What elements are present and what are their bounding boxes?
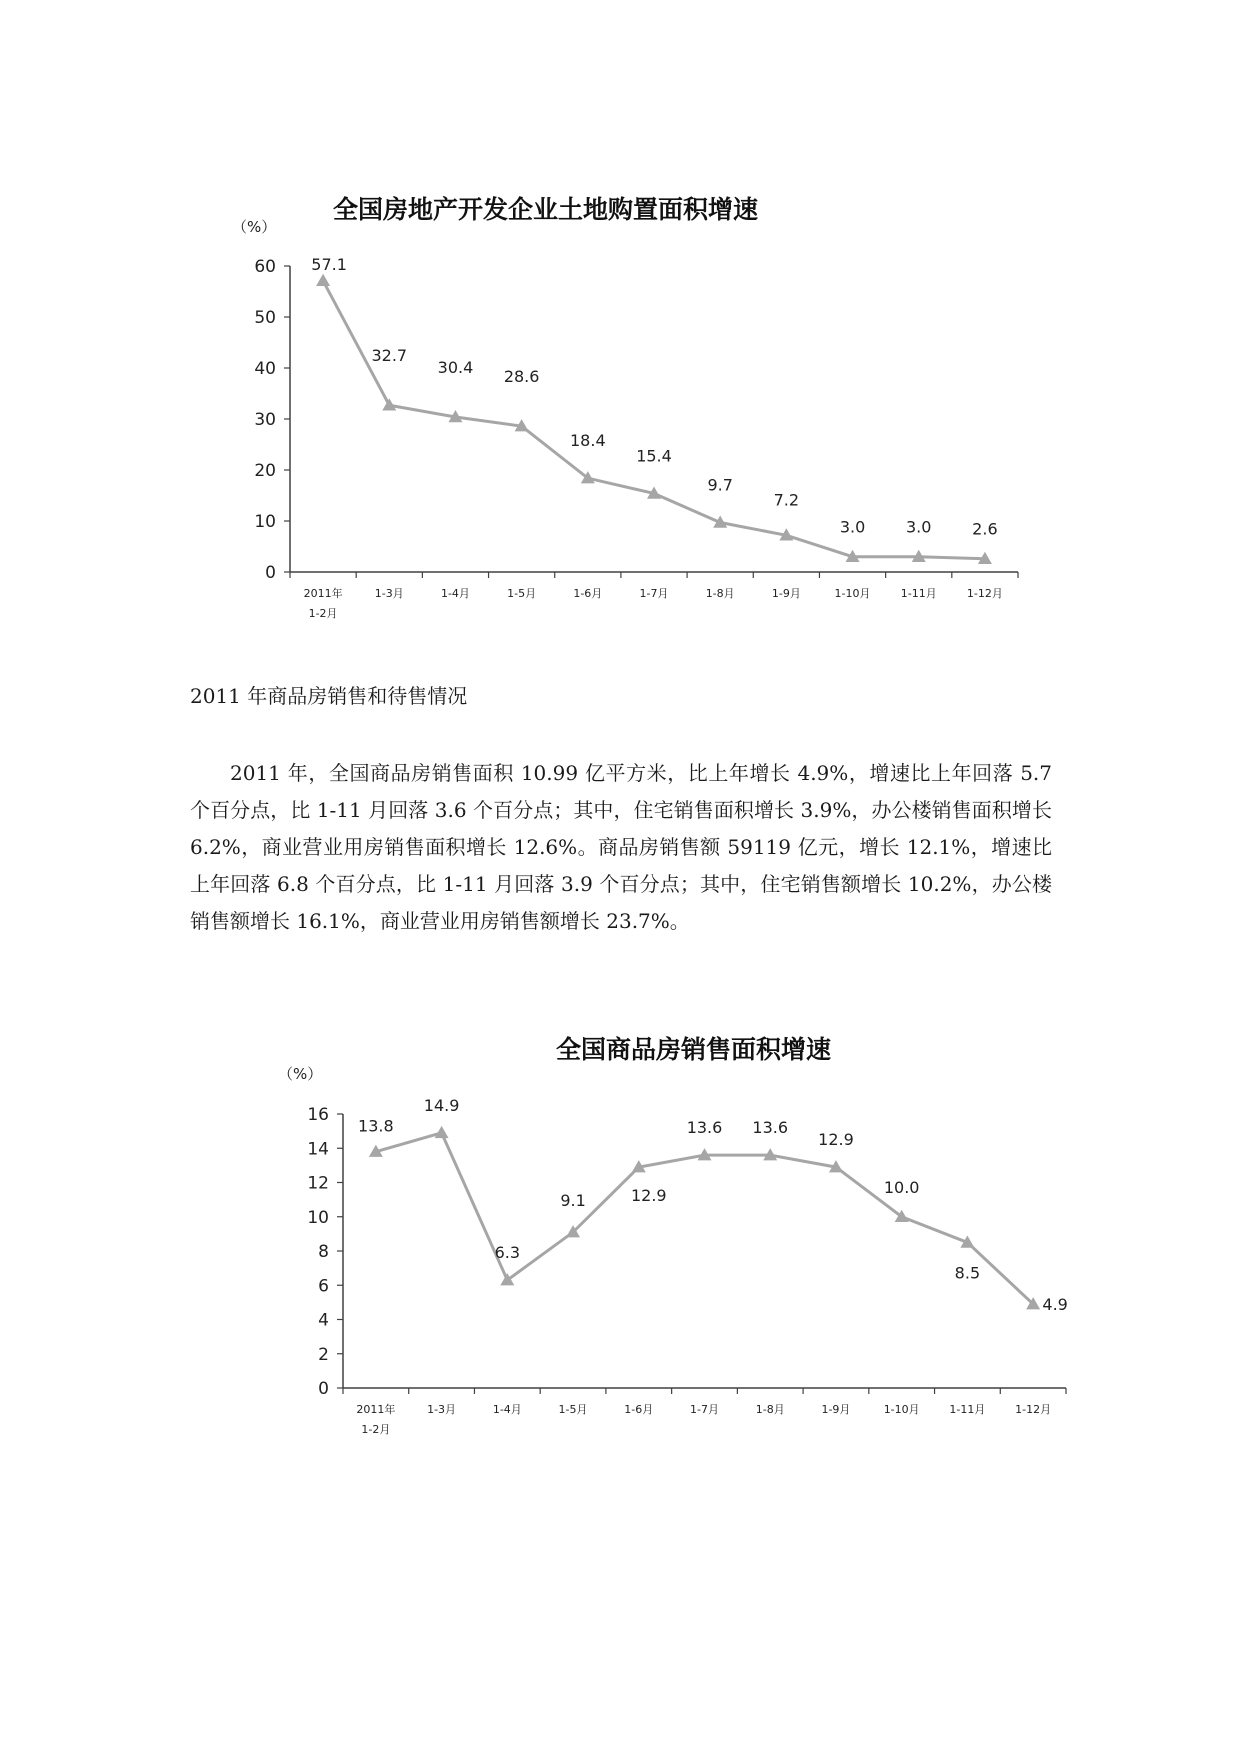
data-label: 13.8 [358,1116,394,1136]
y-tick-label: 0 [318,1379,329,1399]
x-tick-label: 1-8月 [705,587,735,600]
data-label: 2.6 [972,519,998,539]
x-tick-label: 1-11月 [949,1403,986,1416]
x-tick-label: 1-6月 [624,1403,654,1416]
data-label: 12.9 [818,1130,854,1150]
y-tick-label: 14 [307,1139,329,1160]
data-label: 4.9 [1042,1295,1068,1315]
x-tick-label: 1-9月 [771,587,801,600]
x-tick-label: 1-5月 [507,587,537,600]
data-label: 9.1 [560,1191,586,1211]
y-tick-label: 6 [318,1276,329,1297]
data-label: 30.4 [437,357,474,377]
data-label: 3.0 [906,517,932,537]
chart-title: 全国商品房销售面积增速 [556,1035,832,1064]
y-tick-label: 40 [254,359,276,379]
y-tick-label: 16 [307,1105,329,1125]
data-label: 8.5 [954,1263,981,1283]
data-label: 3.0 [839,517,866,537]
y-tick-label: 4 [318,1310,329,1331]
data-label: 18.4 [570,431,606,451]
data-label: 9.7 [707,475,733,495]
x-tick-label: 1-4月 [440,587,470,600]
y-tick-label: 0 [265,563,276,583]
y-tick-label: 10 [307,1207,329,1228]
x-tick-label: 1-12月 [966,587,1003,600]
y-tick-label: 20 [254,461,276,481]
y-tick-label: 12 [307,1173,329,1194]
chart-title: 全国房地产开发企业土地购置面积增速 [333,195,759,224]
x-tick-label: 1-3月 [427,1403,457,1416]
data-label: 14.9 [423,1095,460,1115]
x-tick-label: 1-10月 [834,587,871,600]
x-tick-label: 1-5月 [558,1403,588,1416]
chart-unit: （%） [232,218,277,236]
data-label: 57.1 [311,254,347,274]
x-tick-label: 1-3月 [374,587,404,600]
x-tick-label: 1-6月 [573,587,603,600]
section-title: 2011 年商品房销售和待售情况 [190,684,468,708]
x-tick-label: 1-8月 [755,1403,785,1416]
y-tick-label: 10 [254,512,276,532]
x-tick-label: 1-7月 [690,1403,719,1416]
x-tick-label: 1-7月 [639,587,669,600]
x-tick-label: 1-11月 [900,587,937,600]
y-tick-label: 2 [318,1344,329,1365]
data-label: 28.6 [503,367,540,387]
x-tick-label: 2011年 1-2月 [303,587,343,620]
data-label: 15.4 [636,446,672,466]
y-tick-label: 8 [318,1242,329,1262]
data-label: 13.6 [752,1118,789,1138]
data-label: 7.2 [773,490,800,510]
x-tick-label: 2011年 1-2月 [356,1403,396,1436]
data-label: 32.7 [371,346,408,366]
chart-unit: （%） [278,1065,323,1083]
x-tick-label: 1-12月 [1015,1403,1052,1416]
y-tick-label: 30 [254,410,276,430]
y-tick-label: 60 [254,257,276,277]
data-label: 10.0 [883,1177,920,1197]
x-tick-label: 1-9月 [821,1403,851,1416]
data-label: 6.3 [494,1243,521,1263]
x-tick-label: 1-4月 [492,1403,522,1416]
x-tick-label: 1-10月 [883,1403,920,1416]
data-label: 12.9 [630,1186,667,1206]
data-point [435,1126,449,1138]
y-tick-label: 50 [254,308,276,328]
body-paragraph: 2011 年，全国商品房销售面积 10.99 亿平方米，比上年增长 4.9%，增速比上年回落 5.7 个百分点，比 1-11 月回落 3.6 个百分点；其中，住宅销售面积增长 3.9%，办公楼销售面积增长 6.2%，商业营业用房销售面积增长 12.6%。商品房销售额 59119 亿元，增长 12.1%，增速比上年回落 6.8 个百分点，比 1-11 月回落 3.9 个百分点；其中，住宅销售额增长 10.2%，办公楼销售额增长 16.1%，商业营业用房销售额增长 23.7%。 [190,761,1052,933]
data-label: 13.6 [686,1118,723,1138]
